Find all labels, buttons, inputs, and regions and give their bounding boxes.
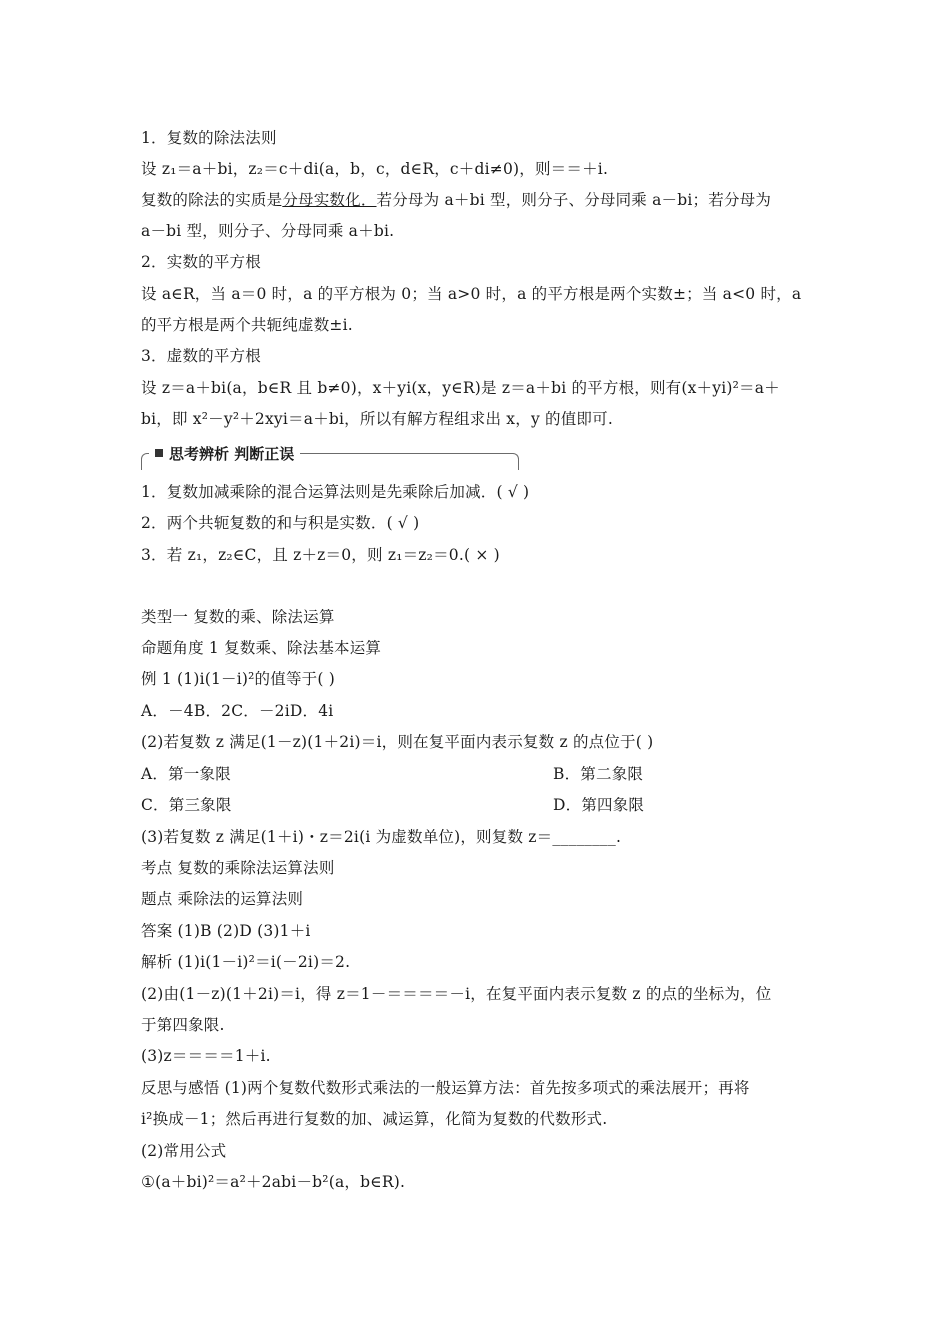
real-sqrt-title: 2．实数的平方根 bbox=[141, 253, 261, 271]
division-rule-formula: 设 z₁＝a＋bi，z₂＝c＋di(a，b，c，d∈R，c＋di≠0)，则＝＝＋i. bbox=[141, 160, 609, 178]
reflection-line-2: i²换成－1；然后再进行复数的加、减运算，化简为复数的代数形式. bbox=[141, 1110, 608, 1128]
analysis-line-3: 于第四象限. bbox=[141, 1016, 225, 1034]
example-question-1-options: A．－4B．2C．－2iD．4i bbox=[141, 702, 334, 720]
question-2-options-row-1 bbox=[141, 762, 810, 786]
example-question-1: 例 1 (1)i(1－i)²的值等于( ) bbox=[141, 670, 335, 688]
division-rule-title: 1．复数的除法法则 bbox=[141, 129, 277, 147]
underlined-key-phrase: 分母实数化． bbox=[282, 191, 377, 209]
kaodian-line: 考点 复数的乘除法运算法则 bbox=[141, 859, 335, 877]
answer-line: 答案 (1)B (2)D (3)1＋i bbox=[141, 922, 311, 940]
analysis-line-1: 解析 (1)i(1－i)²＝i(－2i)＝2. bbox=[141, 953, 351, 971]
analysis-line-4: (3)z＝＝＝＝1＋i. bbox=[141, 1047, 271, 1065]
reflection-line-1: 反思与感悟 (1)两个复数代数形式乘法的一般运算方法：首先按多项式的乘法展开；再将 bbox=[141, 1079, 750, 1097]
think-box-header bbox=[141, 444, 519, 468]
option-c: C．第三象限 bbox=[141, 796, 232, 814]
analysis-line-2: (2)由(1－z)(1＋2i)＝i，得 z＝1－＝＝＝＝－i，在复平面内表示复数 z 的点的坐标为，位 bbox=[141, 985, 772, 1003]
option-b: B．第二象限 bbox=[553, 765, 644, 783]
option-d: D．第四象限 bbox=[553, 796, 645, 814]
real-sqrt-line-1: 设 a∈R，当 a＝0 时，a 的平方根为 0；当 a>0 时，a 的平方根是两个实数±；当 a<0 时，a bbox=[141, 285, 802, 303]
complex-sqrt-title: 3．虚数的平方根 bbox=[141, 347, 261, 365]
judge-item-3: 3．若 z₁，z₂∈C，且 z＋z＝0，则 z₁＝z₂＝0.( × ) bbox=[141, 546, 500, 564]
judge-item-2: 2．两个共轭复数的和与积是实数．( √ ) bbox=[141, 514, 420, 532]
think-box-title bbox=[149, 444, 300, 464]
example-question-3: (3)若复数 z 满足(1＋i)・z＝2i(i 为虚数单位)，则复数 z＝________. bbox=[141, 828, 622, 846]
square-bullet-icon bbox=[155, 449, 163, 457]
type-title: 类型一 复数的乘、除法运算 bbox=[141, 608, 335, 626]
division-essence-rest: 若分母为 a＋bi 型，则分子、分母同乘 a－bi；若分母为 bbox=[376, 191, 772, 209]
division-essence-lead: 复数的除法的实质是 bbox=[141, 191, 283, 209]
tidian-line: 题点 乘除法的运算法则 bbox=[141, 890, 304, 908]
reflection-line-3: (2)常用公式 bbox=[141, 1142, 227, 1160]
angle-title: 命题角度 1 复数乘、除法基本运算 bbox=[141, 639, 382, 657]
question-2-options-row-2 bbox=[141, 793, 810, 817]
real-sqrt-line-2: 的平方根是两个共轭纯虚数±i. bbox=[141, 316, 353, 334]
division-essence-line-1 bbox=[141, 188, 810, 212]
judge-item-1: 1．复数加减乘除的混合运算法则是先乘除后加减．( √ ) bbox=[141, 483, 530, 501]
option-a: A．第一象限 bbox=[141, 765, 231, 783]
think-box-title-text: 思考辨析 判断正误 bbox=[169, 445, 295, 463]
complex-sqrt-line-2: bi，即 x²－y²＋2xyi＝a＋bi，所以有解方程组求出 x，y 的值即可. bbox=[141, 410, 613, 428]
formula-line-1: ①(a＋bi)²＝a²＋2abi－b²(a，b∈R). bbox=[141, 1173, 406, 1191]
complex-sqrt-line-1: 设 z＝a＋bi(a，b∈R 且 b≠0)，x＋yi(x，y∈R)是 z＝a＋bi 的平方根，则有(x＋yi)²＝a＋ bbox=[141, 379, 780, 397]
division-essence-line-2: a－bi 型，则分子、分母同乘 a＋bi. bbox=[141, 222, 395, 240]
example-question-2: (2)若复数 z 满足(1－z)(1＋2i)＝i，则在复平面内表示复数 z 的点位于( ) bbox=[141, 733, 654, 751]
